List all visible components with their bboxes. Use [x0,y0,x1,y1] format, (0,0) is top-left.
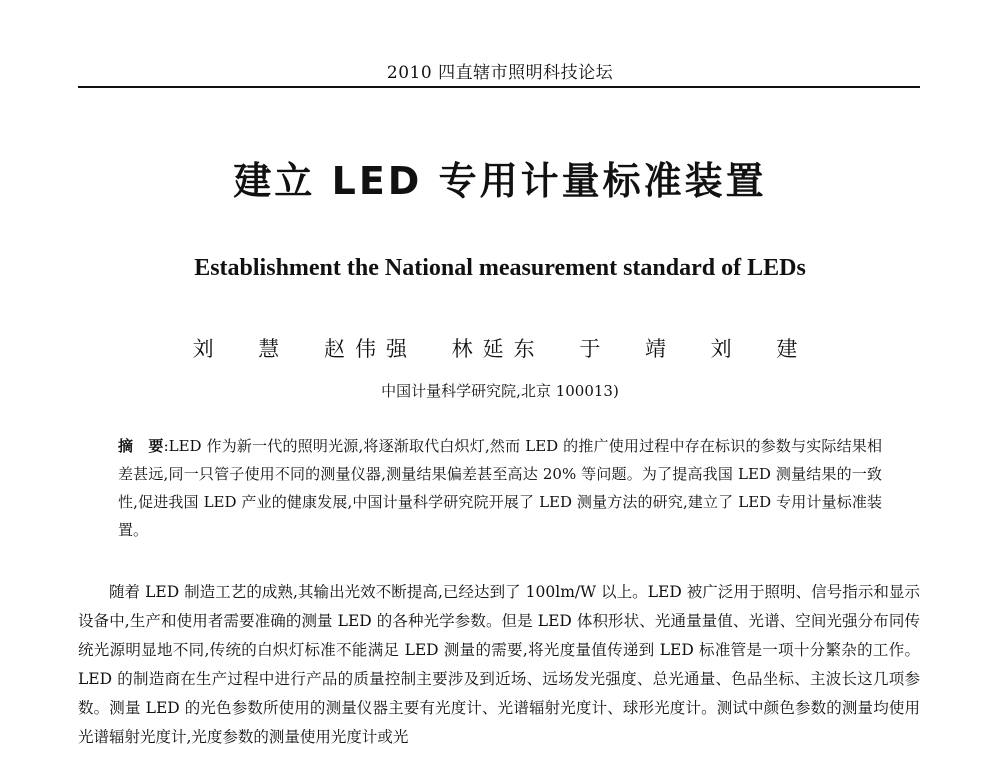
paper-title-chinese: 建立 LED 专用计量标准装置 [233,159,767,203]
affiliation: 中国计量科学研究院,北京 100013) [381,382,619,400]
paper-title-english: Establishment the National measurement standard of LEDs [194,255,806,281]
body-paragraph: 随着 LED 制造工艺的成熟,其输出光效不断提高,已经达到了 100lm/W 以上。LED 被广泛用于照明、信号指示和显示设备中,生产和使用者需要准确的测量 LED 的各种光学参数。但是 LED 体积形状、光通量量值、光谱、空间光强分布同传统光源明显地不同,传统的白炽灯标准不能满足 LED 测量的需要,将光度量值传递到 LED 标准管是一项十分繁杂的工作。LED 的制造商在生产过程中进行产品的质量控制主要涉及到近场、远场发光强度、总光通量、色品坐标、主波长这几项参数。测量 LED 的光色参数所使用的测量仪器主要有光度计、光谱辐射光度计、球形光度计。测试中颜色参数的测量均使用光谱辐射光度计,光度参数的测量使用光度计或光 [78,583,920,746]
header-rule [78,86,920,88]
abstract-text: :LED 作为新一代的照明光源,将逐渐取代白炽灯,然而 LED 的推广使用过程中存在标识的参数与实际结果相差甚远,同一只管子使用不同的测量仪器,测量结果偏差甚至高达 20% 等问题。为了提高我国 LED 测量结果的一致性,促进我国 LED 产业的健康发展,中国计量科学研究院开展了 LED 测量方法的研究,建立了 LED 专用计量标准装置。 [118,437,882,539]
running-header: 2010 四直辖市照明科技论坛 [386,63,614,83]
author-list: 刘 慧 赵伟强 林延东 于 靖 刘 建 [192,337,808,361]
abstract-label: 摘 要 [118,437,164,455]
abstract-block [118,432,882,544]
